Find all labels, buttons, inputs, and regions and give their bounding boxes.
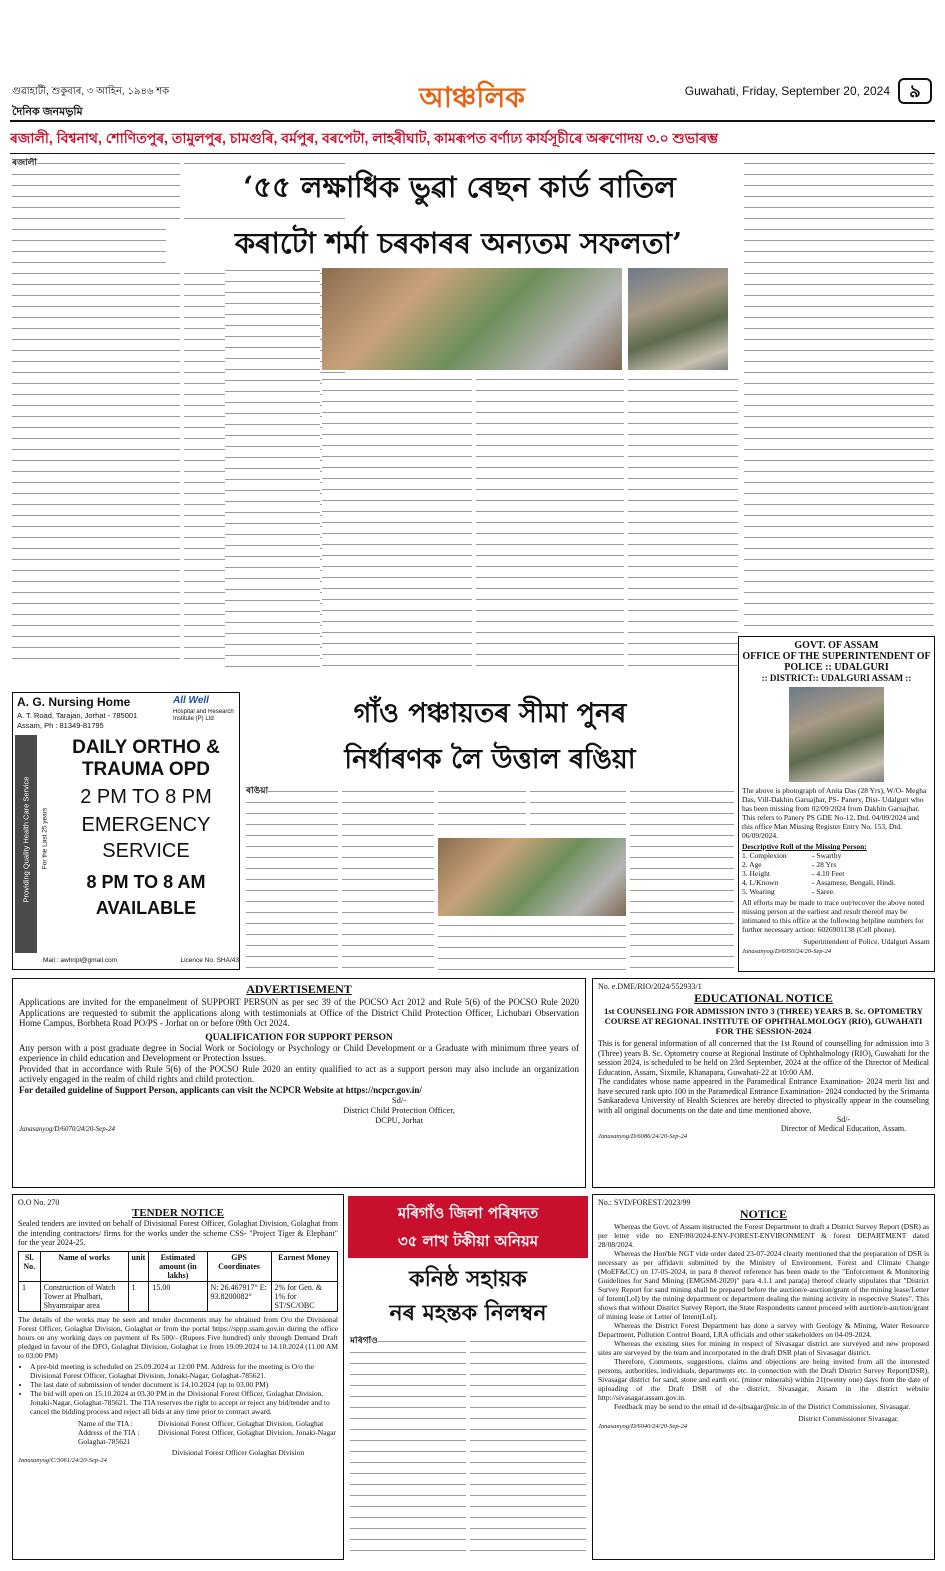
tender-bullet: • A pre-bid meeting is scheduled on 25.09.2024 at 12:00 PM. Address for the meeting is O/o the Divisional Forest Officer, Golaghat Division, Jonaki-Nagar, Golaghat-785621.: [30, 1362, 338, 1380]
dateline-rajali: ৰজালী: [12, 158, 38, 168]
table-row: 1 Construction of Watch Tower at Phulbari, Shyamraipar area 1 15.00 N: 26.467917° E: 93.8200082° 2% for Gen. & 1% for ST/SC/OBC: [19, 1281, 338, 1311]
lead-photo-2: [628, 268, 728, 370]
panchayat-col-5: [438, 920, 626, 970]
panchayat-col-6: [630, 786, 734, 970]
available-line: AVAILABLE: [95, 898, 197, 918]
roll-row: 3. Height - 4.10 Feet: [742, 869, 845, 878]
col-header: GPS Coordinates: [207, 1251, 271, 1281]
side-banner: [15, 735, 37, 953]
lead-headline-2: কৰাটো শৰ্মা চৰকাৰৰ অন্যতম সফলতা’: [166, 220, 751, 266]
panchayat-col-2: [342, 786, 434, 970]
panchayat-headline-2: নিৰ্ধাৰণক লৈ উত্তাল ৰঙিয়া: [344, 744, 636, 775]
morigaon-col-1: [350, 1336, 466, 1558]
forest-p3: Whereas the District Forest Department has done a survey with Geology & Mining, Water Resource Department, Pollution Control Board, LRA officials and other stakeholders on 04-09-2024.: [598, 1321, 929, 1339]
missing-sign: Superintendent of Police, Udalguri Assam: [803, 937, 930, 946]
roll-row: 4. L/Known - Assamese, Bengali, Hindi.: [742, 878, 896, 887]
missing-ref: Janasanyog/D/6050/24/20-Sep-24: [742, 948, 832, 955]
forest-p2: Whereas the Hon'ble NGT vide order dated 23-07-2024 clearly mentioned that the preparation of DSR is necessary as per affidavit submitted by the Ministry of Environment, Forest and Climate Change (MoEF&CC) on 17-05-2024, in para 8 thereof reference has been made to the "Enforcement & Monitoring Guidelines for Sand Mining (EMGSM-2020)" para 4.1.1 and para(a) thereof clearly stipulates that "District Survey Report for sand mining shall be prepared before the auction/e-auction/grant of the mining lease/Letter of Intent(LoI) by the mining department or department dealing the mining activity in respective States". This shows that without District Survey Report, the State Respondents cannot proceed with auction/e-auction/grant of mining lease or Letter of Intent(LoI).: [598, 1249, 929, 1321]
advert-sign-1: Sd/-: [391, 1095, 407, 1105]
left-dateline: গুৱাহাটী, শুকুবাৰ, ৩ আহিন, ১৯৪৬ শক: [12, 86, 170, 97]
nursing-address: A. T. Road, Tarajan, Jorhat - 785001: [17, 711, 138, 720]
panchayat-col-3: [438, 786, 526, 834]
missing-person-photo: [789, 687, 884, 782]
emergency-line: EMERGENCY: [81, 814, 211, 836]
side-text-2: For the Last 25 years: [41, 807, 49, 870]
nursing-phone: Assam, Ph : 81349-81795: [17, 721, 104, 730]
morigaon-col-2: [470, 1336, 586, 1558]
edu-sign-2: Director of Medical Education, Assam.: [780, 1124, 907, 1133]
edu-ref: Janasanyog/D/6086/24/20-Sep-24: [598, 1133, 688, 1140]
panchayat-col-4: [530, 786, 626, 834]
forest-notice: [592, 1194, 935, 1560]
advert-ref: Janasanyog/D/6070/24/20-Sep-24: [19, 1125, 116, 1133]
tia-value: Divisional Forest Officer, Golaghat Division, Golaghat: [158, 1418, 324, 1428]
tender-bullet: • The last date of submission of tender document is 14.10.2024 (up to 03.00 PM): [30, 1380, 338, 1389]
advert-sign-2: District Child Protection Officer,: [343, 1105, 455, 1115]
roll-row: 2. Age - 28 Yrs: [742, 860, 837, 869]
tender-ref-no: O.O No. 270: [18, 1198, 60, 1207]
lead-col-6: [628, 374, 738, 668]
left-paper-name: দৈনিক জনমভূমি: [12, 106, 83, 117]
col-header: Estimated amount (in lakhs): [149, 1251, 207, 1281]
advertisement-body: Applications are invited for the empanelment of SUPPORT PERSON as per sec 39 of the POCSO Act 2012 and Rule 5(6) of the POCSO Rule 2020 Applications are requested to submit the applications along with testimonials at Office of the District Child Protection Officer, Lichubari Observation Home Campus, Borbheta Road PO/PS - Jorhat on or before 09th Oct 2024.: [19, 997, 579, 1028]
morigaon-kicker-2: ৩৫ লাখ টকীয়া অনিয়ম: [397, 1232, 539, 1250]
partner-logo: All Well: [173, 695, 209, 706]
advertisement-notice: [12, 978, 586, 1188]
tia-block: [18, 1419, 338, 1446]
lead-col-3: [225, 265, 320, 668]
col-header: Earnest Money: [271, 1251, 337, 1281]
forest-title: NOTICE: [739, 1207, 788, 1221]
morigaon-headline-1: কনিষ্ঠ সহায়ক: [409, 1266, 527, 1292]
qualification-body: Any person with a post graduate degree in Social Work or Sociology or Psychology or Child Development or a Graduate with minimum three years of experience in child education and Development or Protection Issues.: [19, 1042, 579, 1063]
morigaon-kicker: [348, 1196, 588, 1258]
nursing-home-ad: [12, 692, 240, 970]
forest-p6: Feedback may be send to the email id de-sibsagar@nic.in of the District Commissioner, Sivasagar.: [614, 1402, 911, 1411]
edu-body-2: The candidates whose name appeared in the Paramedical Entrance Examination- 2024 merit list and have secured rank upto 100 in the Paramedical Entrance Examination- 2024 conducted by the Srimanta Sankaradeva University of Health Sciences are hereby directed to physically appear in the counseling with all original documents on the date and time mentioned above.: [598, 1077, 929, 1115]
addr-value: Divisional Forest Officer, Golaghat Division, Jonaki-Nagar Golaghat-785621: [78, 1427, 337, 1446]
edu-title: EDUCATIONAL NOTICE: [694, 991, 833, 1005]
missing-roll: [742, 851, 931, 896]
forest-p1: Whereas the Govt. of Assam instructed the Forest Department to draft a District Survey Report (DSR) as per letter vide no ENF/80/2024-ENV-FOREST-ENVIRONMENT & forest DEPARTMENT dated 28/08/2024.: [598, 1222, 929, 1249]
missing-closing: All efforts may be made to trace out/recover the above noted missing person at the earliest and result thereof may be intimated to this office at the following helpline numbers for further necessary action: 6026901138 (Cell phone).: [742, 898, 925, 934]
tender-table: [18, 1251, 338, 1312]
tender-ref: Janasanyog/C/3061/24/20-Sep-24: [18, 1456, 107, 1464]
edu-ref-no: No. e.DME/RIO/2024/552933/1: [598, 982, 702, 991]
tender-bullets: [18, 1362, 338, 1416]
right-dateline: Guwahati, Friday, September 20, 2024: [684, 84, 890, 98]
ortho-line-2: TRAUMA OPD: [81, 759, 211, 780]
edu-subtitle: 1st COUNSELING FOR ADMISSION INTO 3 (THREE) YEARS B. Sc. OPTOMETRY COURSE AT REGIONAL INSTITUTE OF OPHTHALMOLOGY (RIO), GUWAHATI FOR THE SESSION-2024: [604, 1006, 923, 1036]
panchayat-col-1: [246, 786, 338, 970]
panchayat-dateline: ৰঙিয়া: [246, 786, 269, 796]
col-header: Name of works: [40, 1251, 128, 1281]
forest-ref: Janasanyog/D/6040/24/20-Sep-24: [598, 1423, 688, 1430]
tia-label: Name of the TIA :: [78, 1418, 133, 1428]
lead-headline-1: ‘৫৫ লক্ষাধিক ভুৱা ৰেছন কাৰ্ড বাতিল: [182, 164, 737, 210]
educational-notice: [592, 978, 935, 1188]
service-line: SERVICE: [102, 840, 190, 862]
forest-p4: Whereas the existing sites for mining in respect of Sivasagar district are surveyed and new proposed sites are surveyed by the team and incorporated in the draft DSR plan of Sivasagar district.: [598, 1339, 929, 1357]
masthead-logo: আঞ্চলিক: [419, 81, 525, 114]
tender-sign: Divisional Forest Officer Golaghat Division: [171, 1447, 305, 1457]
partner-subtitle: Hospital and Research Institute (P) Ltd: [173, 709, 234, 722]
edu-sign-1: Sd/-: [836, 1115, 851, 1124]
missing-office: OFFICE OF THE SUPERINTENDENT OF POLICE :: UDALGURI: [742, 651, 931, 673]
ortho-line-1: DAILY ORTHO &: [72, 737, 220, 758]
emergency-hours: 8 PM TO 8 AM: [86, 872, 206, 892]
missing-roll-title: Descriptive Roll of the Missing Person:: [742, 842, 867, 851]
edu-body: This is for general information of all concerned that the 1st Round of counselling for admission into 3 (Three) years B. Sc. Optometry course at Regional Institute of Ophthalmology (RIO), Guwahati for the session 2024, is scheduled to be held on 23rd September, 2024 at the office of the Director of Medical Education, Assam, Sixmile, Khanapara, Guwahati-22 at 10:00 AM.: [598, 1039, 929, 1077]
lead-col-4: [322, 374, 472, 668]
advertisement-title: ADVERTISEMENT: [246, 982, 352, 996]
panchayat-headline-1: গাঁও পঞ্চায়তৰ সীমা পুনৰ: [353, 698, 627, 729]
tender-notice: [12, 1194, 344, 1560]
morigaon-kicker-1: মৰিগাঁও জিলা পৰিষদত: [397, 1204, 539, 1222]
nursing-licence: Licence No. SHA/43: [180, 957, 239, 964]
advert-sign-3: DCPU, Jorhat: [375, 1115, 423, 1125]
lead-left-column: [12, 158, 180, 668]
provided-body: Provided that in accordance with Rule 5(6) of the POCSO Rule 2020 an entity qualified to act as a support person may also include an organization actively engaged in the realm of child rights and child protection.: [19, 1063, 579, 1084]
missing-govt: GOVT. OF ASSAM: [794, 640, 879, 651]
qualification-title: QUALIFICATION FOR SUPPORT PERSON: [205, 1032, 393, 1043]
morigaon-headline-2: নৰ মহন্তক নিলম্বন: [389, 1300, 547, 1326]
banner-rule: [10, 153, 935, 154]
opd-hours: 2 PM TO 8 PM: [80, 786, 212, 808]
detail-body: For detailed guideline of Support Person, applicants can visit the NCPCR Website at https://ncpcr.gov.in/: [19, 1084, 422, 1095]
panchayat-photo: [438, 838, 626, 916]
tender-title: TENDER NOTICE: [132, 1207, 224, 1219]
addr-label: Address of the TIA :: [78, 1427, 140, 1437]
missing-district: :: DISTRICT:: UDALGURI ASSAM ::: [761, 673, 912, 683]
roll-row: 5. Wearing - Saree.: [742, 887, 835, 896]
masthead-rule: [10, 120, 935, 122]
lead-photo: [322, 268, 622, 370]
roll-row: 1. Complexion - Swarthy: [742, 851, 842, 860]
tender-details: The details of the works may be seen and tender documents may be obtained from O/o the Divisional Forest Officer, Golaghat Division, Golaghat or from the portal https://sppp.ssam.gov.in during the office hours on any working days on payment of Rs 500/- (Rupees Five hundred) only through Demand Draft pledged in favour of the DFO, Golaghat Division, Golaghat i.e from 19.09.2024 to 14.10.2024 (11.00 AM to 03.00 PM): [18, 1314, 338, 1360]
lead-col-5: [476, 374, 624, 668]
nursing-name: A. G. Nursing Home: [17, 695, 131, 709]
col-header: Sl. No.: [19, 1251, 41, 1281]
side-banner-2: [38, 735, 52, 953]
nursing-mail: Mail : awhripl@gmail.com: [43, 957, 118, 964]
lead-right-column: [744, 158, 934, 628]
col-header: unit: [128, 1251, 149, 1281]
tender-intro: Sealed tenders are invited on behalf of Divisional Forest Officer, Golaghat Division, Golaghat from the intending contractors/ firms for the works under the scheme CSS- "Project Tiger & Elephant" for the year 2024-25.: [18, 1219, 338, 1247]
missing-body: The above is photograph of Anita Das (28 Yrs), W/O- Megha Das, Vill-Dakhin Garuajhar, PS- Panery, Dist- Udalguri who has been missing from 02/09/2024 from Dakhin Garuajhar. This refers to Panery PS GDE No-12, Dtd. 04/09/2024 and this office Man Missing Register Entry No. 153, Dtd. 06/09/2024.: [742, 786, 927, 840]
morigaon-dateline: মৰিগাঁও: [350, 1336, 378, 1346]
forest-sign: District Commissioner Sivasagar.: [798, 1414, 899, 1423]
forest-p5: Therefore, Comments, suggestions, claims and objections are being invited from all the interested persons, authorities, individuals, departments etc. in connection with the Draft District Survey Report(DSR), Sivasagar district for sand, stone and earth etc. (minor minerals) within 21(twenty one) days from the date of uploading of the Draft DSR of the district, Sivasagar, Assam in the district website http://sivasagar.assam.gov.in.: [598, 1357, 929, 1402]
missing-person-notice: [738, 636, 935, 972]
page-number: ৯: [898, 78, 932, 104]
forest-ref-no: No.: SVD/FOREST/2023/99: [598, 1198, 691, 1207]
banner-headline: ৰজালী, বিশ্বনাথ, শোণিতপুৰ, তামুলপুৰ, চামগুৰি, বৰ্মপুৰ, বৰপেটা, লাহৰীঘাট, কামৰূপত বৰ্ণাঢ্য কাৰ্যসূচীৰে অৰুণোদয় ৩.০ শুভাৰম্ভ: [10, 130, 719, 146]
side-text: Providing Quality Health Care Service: [21, 776, 31, 903]
tender-bullet: • The bid will open on 15.10.2024 at 03.30 PM in the Divisional Forest Officer, Golaghat Division, Jonaki-Nagar, Golaghat-785621. The TIA reserves the right to accept or reject any bid/tender and to cancel the bidding process and reject all bids at any time prior to contract award.: [30, 1389, 338, 1416]
